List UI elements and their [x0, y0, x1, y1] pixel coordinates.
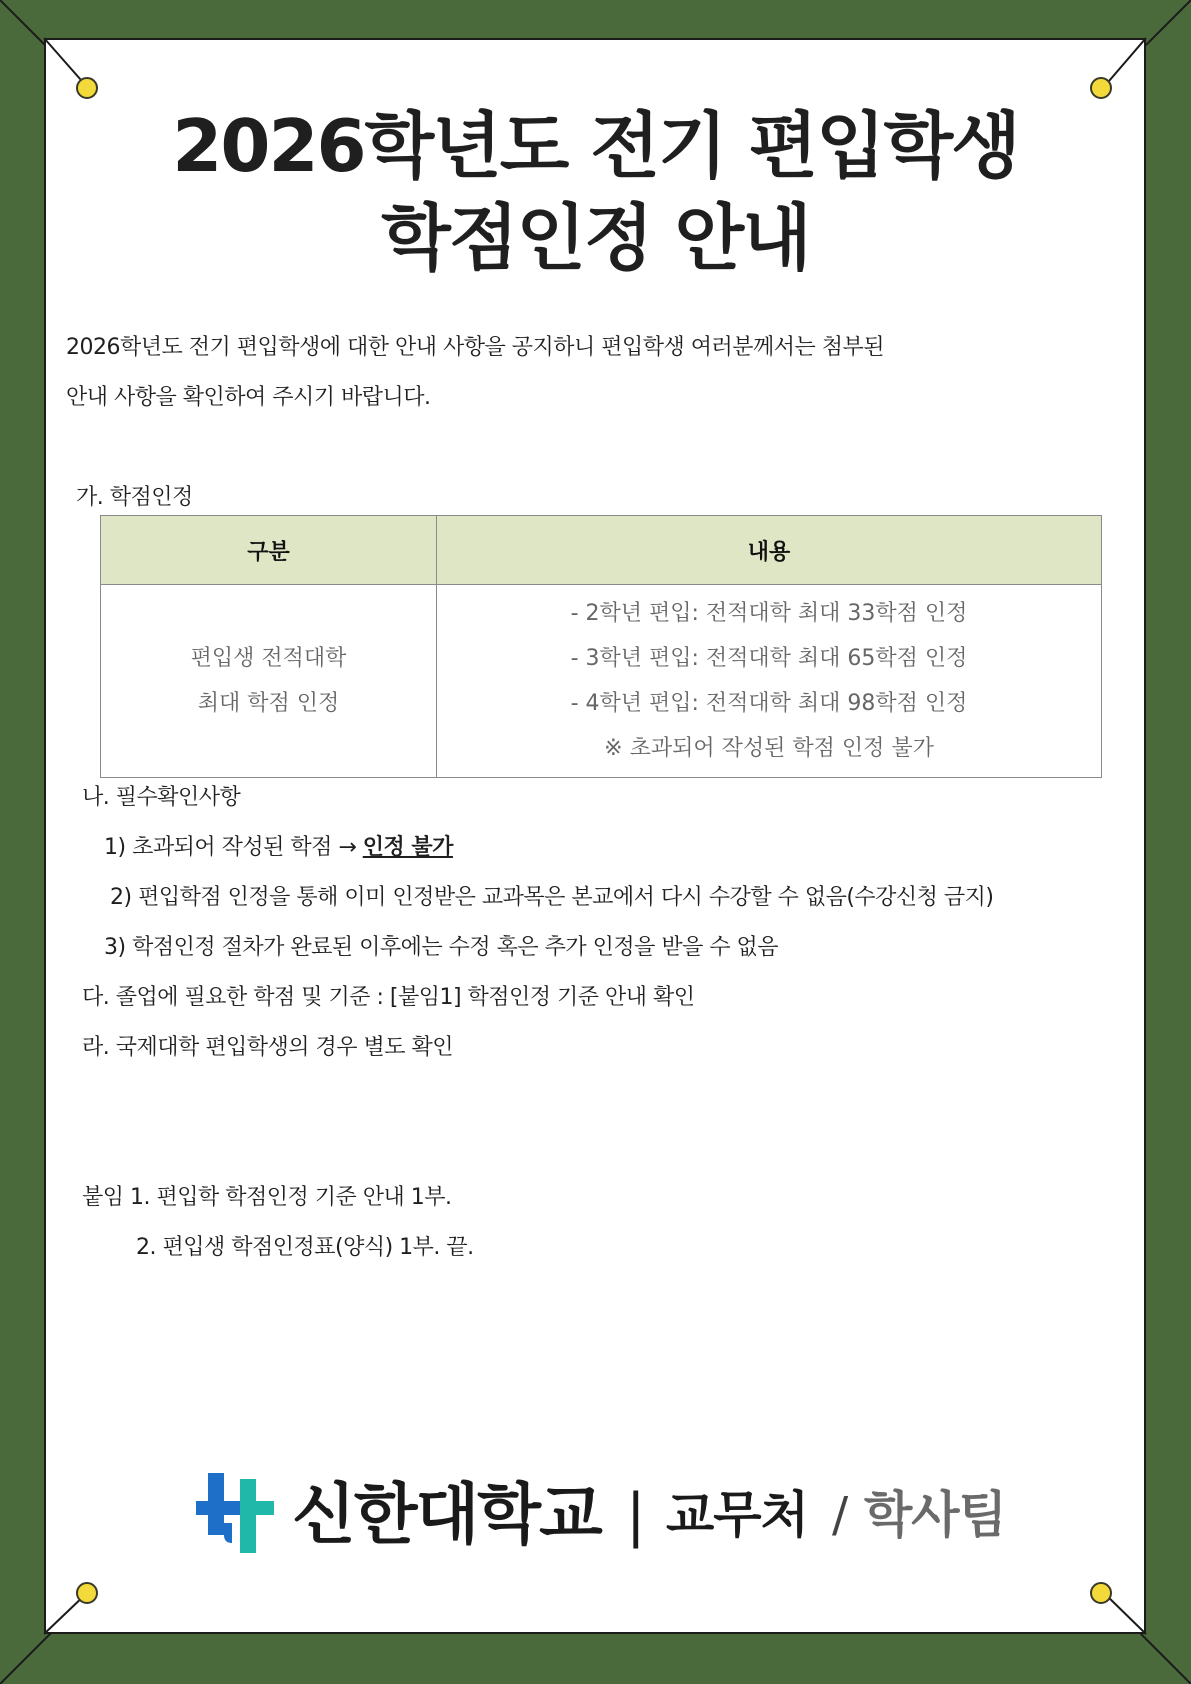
intro-line2: 안내 사항을 확인하여 주시기 바랍니다.	[66, 385, 431, 410]
section-ga-heading: 가. 학점인정	[76, 485, 193, 510]
attachment-line1: 붙임 1. 편입학 학점인정 기준 안내 1부.	[82, 1185, 452, 1210]
footer-separator: |	[626, 1481, 646, 1549]
section-na-item1	[104, 830, 453, 861]
section-na-item3: 3) 학점인정 절차가 완료된 이후에는 수정 혹은 추가 인정을 받을 수 없음	[104, 935, 779, 960]
category-line1: 편입생 전적대학	[190, 646, 347, 671]
table-cell-category	[101, 585, 437, 778]
table-cell-content	[437, 585, 1102, 778]
section-da: 다. 졸업에 필요한 학점 및 기준 : [붙임1] 학점인정 기준 안내 확인	[82, 985, 695, 1010]
pin-icon-bottom-left	[76, 1582, 98, 1604]
table-row	[101, 585, 1102, 778]
content-line3: - 4학년 편입: 전적대학 최대 98학점 인정	[570, 691, 968, 716]
credit-table	[100, 515, 1102, 778]
pin-icon-bottom-right	[1090, 1582, 1112, 1604]
page-title-line1: 2026학년도 전기 편입학생	[172, 104, 1019, 188]
page-title-line2: 학점인정 안내	[381, 196, 810, 280]
attachment-line2: 2. 편입생 학점인정표(양식) 1부. 끝.	[136, 1235, 474, 1260]
footer-logo	[196, 1470, 1016, 1560]
footer-slash: /	[832, 1487, 849, 1543]
section-na-heading: 나. 필수확인사항	[82, 785, 241, 810]
office-name: 교무처	[666, 1486, 808, 1544]
university-emblem-icon	[196, 1473, 280, 1557]
table-header-row	[101, 516, 1102, 585]
university-name: 신한대학교	[292, 1476, 601, 1553]
section-ra: 라. 국제대학 편입학생의 경우 별도 확인	[82, 1035, 453, 1060]
intro-line1: 2026학년도 전기 편입학생에 대한 안내 사항을 공지하니 편입학생 여러분께서는 첨부된	[66, 335, 884, 360]
content-line1: - 2학년 편입: 전적대학 최대 33학점 인정	[570, 601, 968, 626]
section-na-item2: 2) 편입학점 인정을 통해 이미 인정받은 교과목은 본교에서 다시 수강할 수 없음(수강신청 금지)	[110, 885, 994, 910]
pin-icon-top-right	[1090, 77, 1112, 99]
content-line2: - 3학년 편입: 전적대학 최대 65학점 인정	[570, 646, 968, 671]
item1-text: 1) 초과되어 작성된 학점 →	[104, 835, 363, 860]
item1-emphasis: 인정 불가	[362, 835, 453, 860]
category-line2: 최대 학점 인정	[197, 691, 340, 716]
table-header-category: 구분	[101, 516, 437, 585]
team-name: 학사팀	[864, 1486, 1006, 1544]
pin-icon-top-left	[76, 77, 98, 99]
table-header-content: 내용	[437, 516, 1102, 585]
content-note: ※ 초과되어 작성된 학점 인정 불가	[604, 736, 934, 761]
